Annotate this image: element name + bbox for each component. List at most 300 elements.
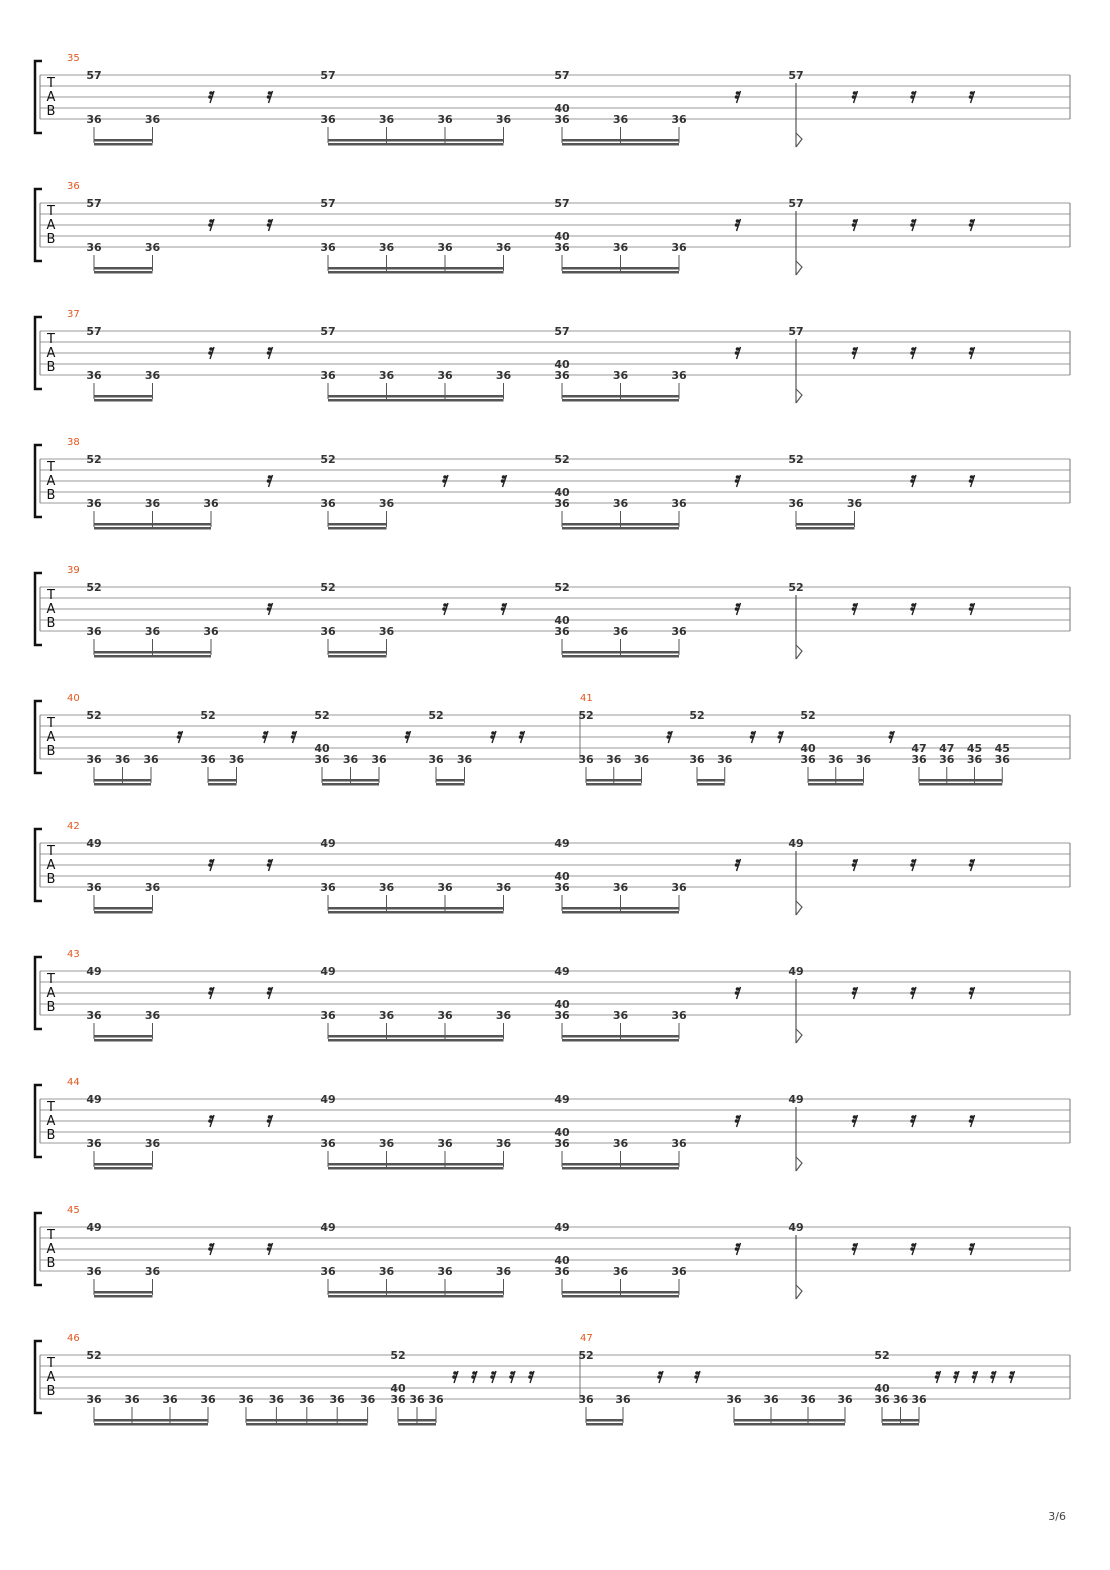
fret-number: 40 <box>390 1382 406 1395</box>
fret-number: 36 <box>86 881 102 894</box>
fret-number: 49 <box>320 837 336 850</box>
fret-number: 36 <box>143 753 159 766</box>
note-beam <box>734 1423 845 1426</box>
note-beam <box>562 1039 679 1042</box>
fret-number: 49 <box>554 1093 570 1106</box>
fret-number: 36 <box>203 497 219 510</box>
fret-number: 36 <box>437 1265 453 1278</box>
fret-number: 52 <box>788 581 804 594</box>
note-beam <box>562 139 679 142</box>
note-beam <box>328 651 387 654</box>
fret-number: 40 <box>874 1382 890 1395</box>
tab-system <box>35 1077 1070 1171</box>
fret-number: 36 <box>144 113 161 126</box>
fret-number: 36 <box>378 113 395 126</box>
fret-number: 36 <box>86 113 102 126</box>
fret-number: 36 <box>378 241 395 254</box>
tab-clef-letter: A <box>46 1114 56 1129</box>
fret-number: 40 <box>554 1126 570 1139</box>
note-beam <box>328 527 387 530</box>
fret-number: 36 <box>378 369 395 382</box>
fret-number: 36 <box>86 497 102 510</box>
tab-clef-letter: A <box>46 218 56 233</box>
note-beam <box>562 399 679 402</box>
fret-number: 36 <box>800 1393 816 1406</box>
note-beam <box>94 907 153 910</box>
note-beam <box>562 655 679 658</box>
note-beam <box>398 1419 436 1422</box>
fret-number: 49 <box>554 965 570 978</box>
tab-system <box>35 1333 1070 1426</box>
fret-number: 49 <box>86 1221 102 1234</box>
half-note-flag <box>796 261 802 275</box>
fret-number: 36 <box>612 369 629 382</box>
fret-number: 52 <box>554 453 570 466</box>
note-beam <box>328 1039 504 1042</box>
fret-number: 49 <box>86 837 102 850</box>
fret-number: 36 <box>612 1009 629 1022</box>
fret-number: 36 <box>671 497 687 510</box>
tab-clef-letter: T <box>47 332 55 347</box>
note-beam <box>94 399 153 402</box>
fret-number: 36 <box>320 881 336 894</box>
note-beam <box>562 907 679 910</box>
fret-number: 49 <box>86 1093 102 1106</box>
fret-number: 36 <box>320 241 336 254</box>
fret-number: 36 <box>144 369 161 382</box>
note-beam <box>322 779 379 782</box>
fret-number: 36 <box>238 1393 254 1406</box>
fret-number: 57 <box>788 69 804 82</box>
fret-number: 36 <box>378 1137 395 1150</box>
note-beam <box>697 783 725 786</box>
note-beam <box>94 1167 153 1170</box>
note-beam <box>94 143 153 146</box>
half-note-flag <box>796 901 802 915</box>
tab-clef-letter: B <box>46 872 56 887</box>
fret-number: 36 <box>371 753 387 766</box>
fret-number: 36 <box>428 753 444 766</box>
fret-number: 36 <box>495 1009 512 1022</box>
fret-number: 47 <box>939 742 955 755</box>
fret-number: 36 <box>671 625 687 638</box>
fret-number: 57 <box>86 69 102 82</box>
fret-number: 36 <box>874 1393 890 1406</box>
tab-clef-letter: T <box>47 972 55 987</box>
note-beam <box>586 1423 623 1426</box>
fret-number: 36 <box>144 497 161 510</box>
fret-number: 49 <box>86 965 102 978</box>
systems-layer <box>35 53 1070 1426</box>
fret-number: 36 <box>717 753 733 766</box>
fret-number: 49 <box>788 837 804 850</box>
measure-number: 38 <box>67 437 80 448</box>
tab-clef-letter: T <box>47 1228 55 1243</box>
note-beam <box>328 523 387 526</box>
tab-clef-letter: B <box>46 616 56 631</box>
tab-clef-letter: B <box>46 1256 56 1271</box>
fret-number: 36 <box>409 1393 425 1406</box>
fret-number: 36 <box>320 497 336 510</box>
fret-number: 40 <box>800 742 816 755</box>
note-beam <box>94 1035 153 1038</box>
note-beam <box>94 911 153 914</box>
fret-number: 36 <box>114 753 131 766</box>
fret-number: 49 <box>788 1221 804 1234</box>
note-beam <box>94 1419 208 1422</box>
note-beam <box>436 779 465 782</box>
note-beam <box>562 1167 679 1170</box>
fret-number: 36 <box>606 753 622 766</box>
note-beam <box>94 1423 208 1426</box>
fret-number: 52 <box>86 1349 102 1362</box>
fret-number: 36 <box>554 241 570 254</box>
fret-number: 36 <box>342 753 359 766</box>
note-beam <box>562 267 679 270</box>
fret-number: 52 <box>800 709 816 722</box>
fret-number: 36 <box>800 753 816 766</box>
fret-number: 36 <box>726 1393 742 1406</box>
fret-number: 49 <box>320 965 336 978</box>
fret-number: 36 <box>615 1393 631 1406</box>
fret-number: 36 <box>437 881 453 894</box>
fret-number: 36 <box>228 753 245 766</box>
measure-number: 39 <box>67 565 80 576</box>
half-note-flag <box>796 133 802 147</box>
tab-system <box>35 565 1070 659</box>
fret-number: 36 <box>162 1393 178 1406</box>
fret-number: 36 <box>671 1137 687 1150</box>
fret-number: 52 <box>320 581 336 594</box>
half-note-flag <box>796 1029 802 1043</box>
fret-number: 36 <box>320 1265 336 1278</box>
note-beam <box>919 779 1002 782</box>
tab-clef-letter: T <box>47 1100 55 1115</box>
fret-number: 52 <box>689 709 705 722</box>
note-beam <box>562 1295 679 1298</box>
note-beam <box>562 523 679 526</box>
fret-number: 52 <box>86 581 102 594</box>
note-beam <box>328 267 504 270</box>
fret-number: 52 <box>86 453 102 466</box>
fret-number: 36 <box>554 1009 570 1022</box>
tab-system <box>35 693 1070 786</box>
fret-number: 36 <box>828 753 844 766</box>
fret-number: 57 <box>788 197 804 210</box>
fret-number: 36 <box>495 113 512 126</box>
fret-number: 36 <box>554 881 570 894</box>
note-beam <box>246 1419 368 1422</box>
fret-number: 36 <box>378 1009 395 1022</box>
fret-number: 36 <box>671 1265 687 1278</box>
measure-number: 47 <box>580 1333 593 1344</box>
fret-number: 36 <box>554 1137 570 1150</box>
fret-number: 57 <box>554 325 570 338</box>
note-beam <box>697 779 725 782</box>
tab-system <box>35 181 1070 275</box>
fret-number: 49 <box>320 1221 336 1234</box>
fret-number: 36 <box>612 113 629 126</box>
fret-number: 36 <box>390 1393 406 1406</box>
fret-number: 40 <box>554 998 570 1011</box>
fret-number: 36 <box>200 1393 216 1406</box>
note-beam <box>796 523 855 526</box>
fret-number: 52 <box>428 709 444 722</box>
note-beam <box>328 1291 504 1294</box>
fret-number: 36 <box>763 1393 779 1406</box>
note-beam <box>94 1295 153 1298</box>
fret-number: 36 <box>329 1393 345 1406</box>
half-note-flag <box>796 1157 802 1171</box>
note-beam <box>562 271 679 274</box>
fret-number: 36 <box>671 113 687 126</box>
fret-number: 52 <box>874 1349 890 1362</box>
fret-number: 36 <box>578 1393 594 1406</box>
note-beam <box>562 1291 679 1294</box>
note-beam <box>328 395 504 398</box>
tab-system <box>35 949 1070 1043</box>
note-beam <box>94 523 211 526</box>
fret-number: 36 <box>320 625 336 638</box>
fret-number: 36 <box>689 753 705 766</box>
fret-number: 36 <box>378 497 395 510</box>
fret-number: 49 <box>554 837 570 850</box>
fret-number: 36 <box>86 1265 102 1278</box>
fret-number: 57 <box>320 197 336 210</box>
fret-number: 49 <box>320 1093 336 1106</box>
note-beam <box>398 1423 436 1426</box>
fret-number: 52 <box>390 1349 406 1362</box>
measure-number: 36 <box>67 181 80 192</box>
fret-number: 36 <box>939 753 955 766</box>
measure-number: 42 <box>67 821 80 832</box>
note-beam <box>328 1167 504 1170</box>
note-beam <box>882 1419 919 1422</box>
fret-number: 36 <box>299 1393 315 1406</box>
fret-number: 36 <box>846 497 863 510</box>
fret-number: 36 <box>855 753 872 766</box>
fret-number: 36 <box>144 1265 161 1278</box>
fret-number: 36 <box>495 881 512 894</box>
tab-clef-letter: B <box>46 232 56 247</box>
note-beam <box>562 911 679 914</box>
fret-number: 57 <box>320 325 336 338</box>
fret-number: 36 <box>359 1393 376 1406</box>
note-beam <box>94 1163 153 1166</box>
note-beam <box>328 911 504 914</box>
fret-number: 36 <box>320 369 336 382</box>
note-beam <box>562 395 679 398</box>
fret-number: 36 <box>320 1137 336 1150</box>
measure-number: 35 <box>67 53 80 64</box>
fret-number: 36 <box>671 881 687 894</box>
tab-clef-letter: A <box>46 474 56 489</box>
fret-number: 36 <box>495 1137 512 1150</box>
fret-number: 40 <box>554 870 570 883</box>
fret-number: 49 <box>788 965 804 978</box>
fret-number: 36 <box>892 1393 909 1406</box>
note-beam <box>208 779 237 782</box>
fret-number: 36 <box>671 241 687 254</box>
note-beam <box>919 783 1002 786</box>
fret-number: 36 <box>911 1393 927 1406</box>
tab-clef-letter: A <box>46 1242 56 1257</box>
fret-number: 45 <box>966 742 983 755</box>
fret-number: 36 <box>86 1393 102 1406</box>
note-beam <box>328 1295 504 1298</box>
fret-number: 36 <box>86 1009 102 1022</box>
note-beam <box>94 139 153 142</box>
note-beam <box>94 655 211 658</box>
fret-number: 36 <box>86 241 102 254</box>
fret-number: 57 <box>86 197 102 210</box>
note-beam <box>94 527 211 530</box>
fret-number: 36 <box>495 1265 512 1278</box>
tab-system <box>35 309 1070 403</box>
measure-number: 43 <box>67 949 80 960</box>
note-beam <box>328 655 387 658</box>
fret-number: 36 <box>554 625 570 638</box>
fret-number: 36 <box>437 113 453 126</box>
note-beam <box>246 1423 368 1426</box>
fret-number: 57 <box>554 197 570 210</box>
note-beam <box>734 1419 845 1422</box>
half-note-flag <box>796 645 802 659</box>
measure-number: 41 <box>580 693 593 704</box>
fret-number: 52 <box>200 709 216 722</box>
note-beam <box>436 783 465 786</box>
fret-number: 36 <box>554 497 570 510</box>
tab-clef-letter: B <box>46 104 56 119</box>
fret-number: 36 <box>320 1009 336 1022</box>
fret-number: 36 <box>86 1137 102 1150</box>
note-beam <box>94 783 151 786</box>
fret-number: 36 <box>144 1009 161 1022</box>
fret-number: 36 <box>612 241 629 254</box>
fret-number: 52 <box>86 709 102 722</box>
fret-number: 57 <box>554 69 570 82</box>
fret-number: 40 <box>554 230 570 243</box>
measure-number: 37 <box>67 309 80 320</box>
fret-number: 36 <box>86 625 102 638</box>
tab-clef-letter: T <box>47 460 55 475</box>
fret-number: 36 <box>671 369 687 382</box>
note-beam <box>208 783 237 786</box>
note-beam <box>562 1035 679 1038</box>
note-beam <box>322 783 379 786</box>
tab-clef-letter: B <box>46 488 56 503</box>
fret-number: 52 <box>788 453 804 466</box>
fret-number: 40 <box>554 358 570 371</box>
fret-number: 57 <box>86 325 102 338</box>
tab-clef-letter: B <box>46 1384 56 1399</box>
fret-number: 36 <box>788 497 804 510</box>
fret-number: 36 <box>837 1393 853 1406</box>
note-beam <box>328 1035 504 1038</box>
tab-system <box>35 53 1070 147</box>
fret-number: 36 <box>554 113 570 126</box>
fret-number: 36 <box>86 369 102 382</box>
half-note-flag <box>796 1285 802 1299</box>
fret-number: 52 <box>320 453 336 466</box>
fret-number: 36 <box>456 753 473 766</box>
note-beam <box>562 651 679 654</box>
measure-number: 44 <box>67 1077 80 1088</box>
note-beam <box>562 527 679 530</box>
tab-clef-letter: A <box>46 858 56 873</box>
fret-number: 52 <box>578 1349 594 1362</box>
fret-number: 57 <box>788 325 804 338</box>
fret-number: 36 <box>86 753 102 766</box>
fret-number: 49 <box>788 1093 804 1106</box>
note-beam <box>94 271 153 274</box>
fret-number: 52 <box>578 709 594 722</box>
note-beam <box>94 651 211 654</box>
note-beam <box>562 1163 679 1166</box>
page-number: 3/6 <box>1048 1510 1066 1523</box>
fret-number: 40 <box>314 742 330 755</box>
tab-clef-letter: B <box>46 360 56 375</box>
note-beam <box>94 779 151 782</box>
fret-number: 47 <box>911 742 927 755</box>
fret-number: 52 <box>314 709 330 722</box>
tab-clef-letter: A <box>46 602 56 617</box>
fret-number: 36 <box>268 1393 285 1406</box>
note-beam <box>796 527 855 530</box>
note-beam <box>94 1039 153 1042</box>
fret-number: 36 <box>671 1009 687 1022</box>
tab-clef-letter: B <box>46 1000 56 1015</box>
fret-number: 36 <box>495 241 512 254</box>
fret-number: 36 <box>612 497 629 510</box>
fret-number: 36 <box>437 241 453 254</box>
note-beam <box>808 779 864 782</box>
note-beam <box>562 143 679 146</box>
fret-number: 36 <box>428 1393 444 1406</box>
measure-number: 45 <box>67 1205 80 1216</box>
fret-number: 45 <box>994 742 1010 755</box>
fret-number: 52 <box>554 581 570 594</box>
fret-number: 36 <box>554 369 570 382</box>
tab-clef-letter: A <box>46 346 56 361</box>
fret-number: 36 <box>633 753 650 766</box>
note-beam <box>328 907 504 910</box>
tab-clef-letter: A <box>46 730 56 745</box>
note-beam <box>328 1163 504 1166</box>
fret-number: 36 <box>437 1009 453 1022</box>
fret-number: 36 <box>314 753 330 766</box>
fret-number: 36 <box>124 1393 140 1406</box>
fret-number: 36 <box>554 1265 570 1278</box>
fret-number: 36 <box>144 1137 161 1150</box>
fret-number: 40 <box>554 1254 570 1267</box>
tab-clef-letter: B <box>46 1128 56 1143</box>
tab-clef-letter: T <box>47 76 55 91</box>
fret-number: 36 <box>144 881 161 894</box>
half-note-flag <box>796 389 802 403</box>
fret-number: 36 <box>437 1137 453 1150</box>
fret-number: 36 <box>203 625 219 638</box>
fret-number: 40 <box>554 614 570 627</box>
fret-number: 36 <box>378 881 395 894</box>
fret-number: 40 <box>554 102 570 115</box>
fret-number: 36 <box>495 369 512 382</box>
tab-clef-letter: A <box>46 90 56 105</box>
fret-number: 36 <box>320 113 336 126</box>
note-beam <box>586 779 642 782</box>
fret-number: 49 <box>554 1221 570 1234</box>
note-beam <box>586 783 642 786</box>
